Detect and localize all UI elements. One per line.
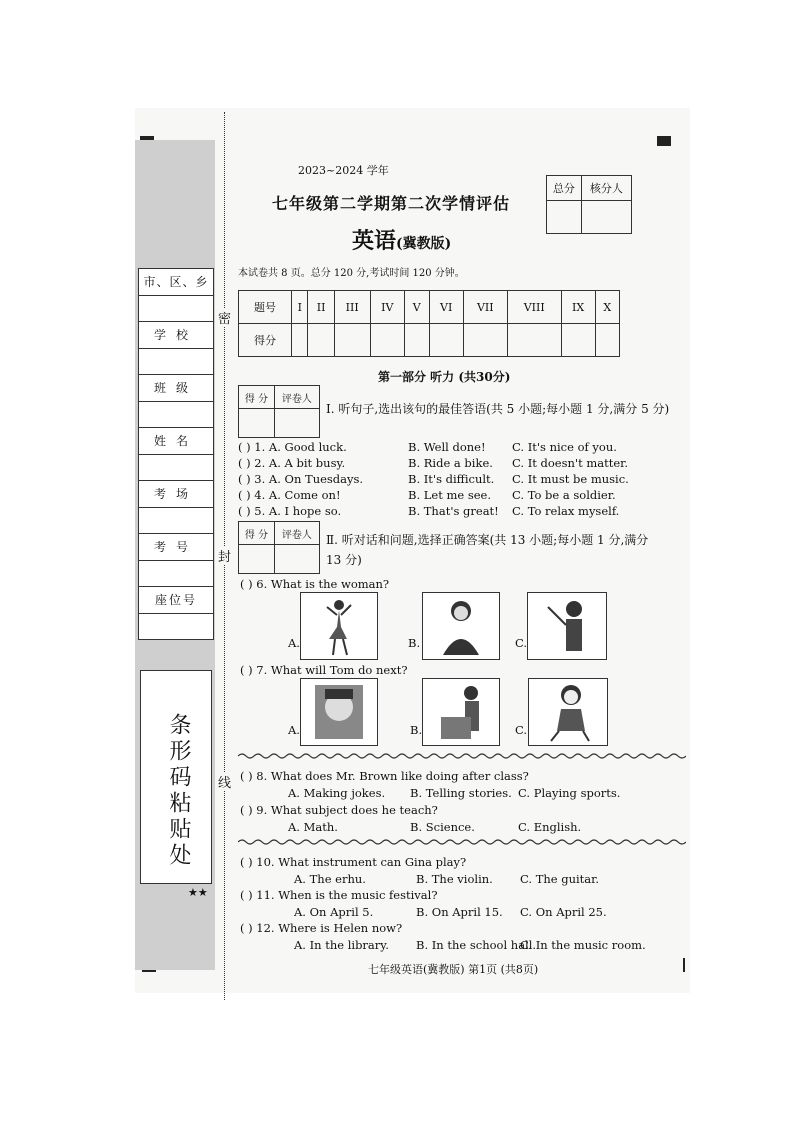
q4-stem: ( ) 4. A. Come on!: [238, 488, 341, 502]
question-score-table: [238, 290, 620, 357]
q3-c: C. It must be music.: [512, 472, 629, 486]
grader-score-cell: [239, 545, 275, 574]
qtable-col: II: [308, 291, 334, 324]
q7-picture-c: [528, 678, 608, 746]
q4-b: B. Let me see.: [408, 488, 492, 502]
q3-stem: ( ) 3. A. On Tuesdays.: [238, 472, 364, 486]
section-divider-top: [238, 752, 686, 760]
field-exam-number-label: 考号: [139, 534, 213, 561]
field-school-blank: [139, 349, 213, 376]
school-year: 2023~2024 学年: [298, 164, 389, 177]
qtable-number-label: 题号: [239, 291, 292, 324]
girl-face-icon: [301, 679, 377, 745]
grader-score-cell: [239, 409, 275, 438]
field-seat-label: 座位号: [139, 587, 213, 614]
q2-stem: ( ) 2. A. A bit busy.: [238, 456, 346, 470]
registration-mark-top-right: [657, 136, 671, 146]
q12-opt-c: C. In the music room.: [520, 938, 646, 952]
q11-opt-c: C. On April 25.: [520, 905, 607, 919]
q7-opt-c: C.: [515, 723, 528, 737]
qtable-score-cell: [292, 324, 308, 357]
section2-title-line1: Ⅱ. 听对话和问题,选择正确答案(共 13 小题;每小题 1 分,满分: [326, 533, 649, 547]
qtable-score-cell: [308, 324, 334, 357]
total-score-cell: [547, 201, 582, 234]
grader-box-1: [238, 385, 320, 438]
field-class-blank: [139, 402, 213, 429]
qtable-col: VIII: [507, 291, 561, 324]
q8-opt-b: B. Telling stories.: [410, 786, 512, 800]
grader-label: 评卷人: [274, 386, 319, 409]
qtable-col: VII: [463, 291, 507, 324]
total-score-box: [546, 175, 632, 234]
q11-stem: ( ) 11. When is the music festival?: [240, 888, 438, 902]
seal-char-mi: 密: [218, 308, 231, 327]
field-school-label: 学校: [139, 322, 213, 349]
section-divider-bottom: [238, 838, 686, 846]
qtable-col: IV: [370, 291, 404, 324]
q11-opt-a: A. On April 5.: [294, 905, 374, 919]
q8-opt-a: A. Making jokes.: [288, 786, 386, 800]
singer-icon: [423, 593, 499, 659]
stars: ★★: [188, 886, 208, 899]
barcode-area: [140, 670, 212, 884]
qtable-col: VI: [429, 291, 463, 324]
field-class-label: 班级: [139, 375, 213, 402]
q7-stem: ( ) 7. What will Tom do next?: [240, 663, 408, 677]
field-exam-room-blank: [139, 508, 213, 535]
q1-c: C. It's nice of you.: [512, 440, 617, 454]
field-seat-blank: [139, 614, 213, 640]
teacher-icon: [528, 593, 606, 659]
field-district-label: 市、区、乡: [139, 269, 213, 296]
q8-opt-c: C. Playing sports.: [518, 786, 621, 800]
exam-intro: 本试卷共 8 页。总分 120 分,考试时间 120 分钟。: [238, 268, 465, 279]
qtable-score-cell: [463, 324, 507, 357]
q7-opt-b: B.: [410, 723, 423, 737]
q12-stem: ( ) 12. Where is Helen now?: [240, 921, 403, 935]
q10-stem: ( ) 10. What instrument can Gina play?: [240, 855, 467, 869]
q1-stem: ( ) 1. A. Good luck.: [238, 440, 347, 454]
grader-score-label: 得 分: [239, 386, 275, 409]
q12-opt-a: A. In the library.: [294, 938, 389, 952]
boy-at-desk-icon: [423, 679, 499, 745]
qtable-score-cell: [507, 324, 561, 357]
q9-opt-c: C. English.: [518, 820, 582, 834]
registration-mark-bottom-right: [683, 958, 685, 972]
q8-stem: ( ) 8. What does Mr. Brown like doing after class?: [240, 769, 529, 783]
part1-heading: 第一部分 听力 (共30分): [378, 370, 511, 384]
qtable-col: IX: [561, 291, 595, 324]
q5-c: C. To relax myself.: [512, 504, 620, 518]
q10-opt-b: B. The violin.: [416, 872, 493, 886]
qtable-score-label: 得分: [239, 324, 292, 357]
q1-b: B. Well done!: [408, 440, 486, 454]
section1-title: Ⅰ. 听句子,选出该句的最佳答语(共 5 小题;每小题 1 分,满分 5 分): [326, 402, 670, 416]
q7-picture-a: [300, 678, 378, 746]
q6-opt-a: A.: [288, 636, 300, 650]
checker-cell: [581, 201, 631, 234]
page-footer: 七年级英语(冀教版) 第1页 (共8页): [368, 963, 539, 976]
q3-b: B. It's difficult.: [408, 472, 495, 486]
seal-char-xian: 线: [218, 772, 231, 791]
q9-opt-b: B. Science.: [410, 820, 475, 834]
q10-opt-c: C. The guitar.: [520, 872, 600, 886]
q12-opt-b: B. In the school hall.: [416, 938, 537, 952]
dancer-icon: [301, 593, 377, 659]
grader-box-2: [238, 521, 320, 574]
grader-label: 评卷人: [274, 522, 319, 545]
q5-stem: ( ) 5. A. I hope so.: [238, 504, 342, 518]
qtable-score-cell: [429, 324, 463, 357]
barcode-label: 条形码粘贴处: [166, 713, 191, 869]
q7-picture-b: [422, 678, 500, 746]
qtable-col: III: [334, 291, 370, 324]
grader-cell: [274, 545, 319, 574]
q6-stem: ( ) 6. What is the woman?: [240, 577, 390, 591]
q6-picture-b: [422, 592, 500, 660]
q2-c: C. It doesn't matter.: [512, 456, 629, 470]
total-score-label: 总分: [547, 176, 582, 201]
q11-opt-b: B. On April 15.: [416, 905, 503, 919]
grader-cell: [274, 409, 319, 438]
checker-label: 核分人: [581, 176, 631, 201]
field-name-label: 姓名: [139, 428, 213, 455]
exam-title: 七年级第二学期第二次学情评估: [272, 194, 511, 213]
q7-opt-a: A.: [288, 723, 300, 737]
q2-b: B. Ride a bike.: [408, 456, 493, 470]
q4-c: C. To be a soldier.: [512, 488, 616, 502]
subject-title: [352, 224, 451, 255]
qtable-score-cell: [334, 324, 370, 357]
section2-title-line2: 13 分): [326, 553, 362, 567]
seal-char-feng: 封: [218, 546, 231, 565]
q9-opt-a: A. Math.: [288, 820, 338, 834]
qtable-score-cell: [595, 324, 619, 357]
boy-sitting-icon: [529, 679, 607, 745]
student-info-box: [138, 268, 214, 640]
grader-score-label: 得 分: [239, 522, 275, 545]
field-district-blank: [139, 296, 213, 323]
q5-b: B. That's great!: [408, 504, 499, 518]
field-exam-number-blank: [139, 561, 213, 588]
q6-picture-a: [300, 592, 378, 660]
q10-opt-a: A. The erhu.: [294, 872, 366, 886]
qtable-score-cell: [561, 324, 595, 357]
qtable-col: I: [292, 291, 308, 324]
q6-opt-c: C.: [515, 636, 528, 650]
q9-stem: ( ) 9. What subject does he teach?: [240, 803, 438, 817]
q6-picture-c: [527, 592, 607, 660]
field-exam-room-label: 考场: [139, 481, 213, 508]
qtable-col: X: [595, 291, 619, 324]
field-name-blank: [139, 455, 213, 482]
qtable-col: V: [404, 291, 429, 324]
qtable-score-cell: [404, 324, 429, 357]
edition: (冀教版): [396, 236, 452, 252]
q6-opt-b: B.: [408, 636, 421, 650]
qtable-score-cell: [370, 324, 404, 357]
subject: 英语: [352, 228, 397, 254]
